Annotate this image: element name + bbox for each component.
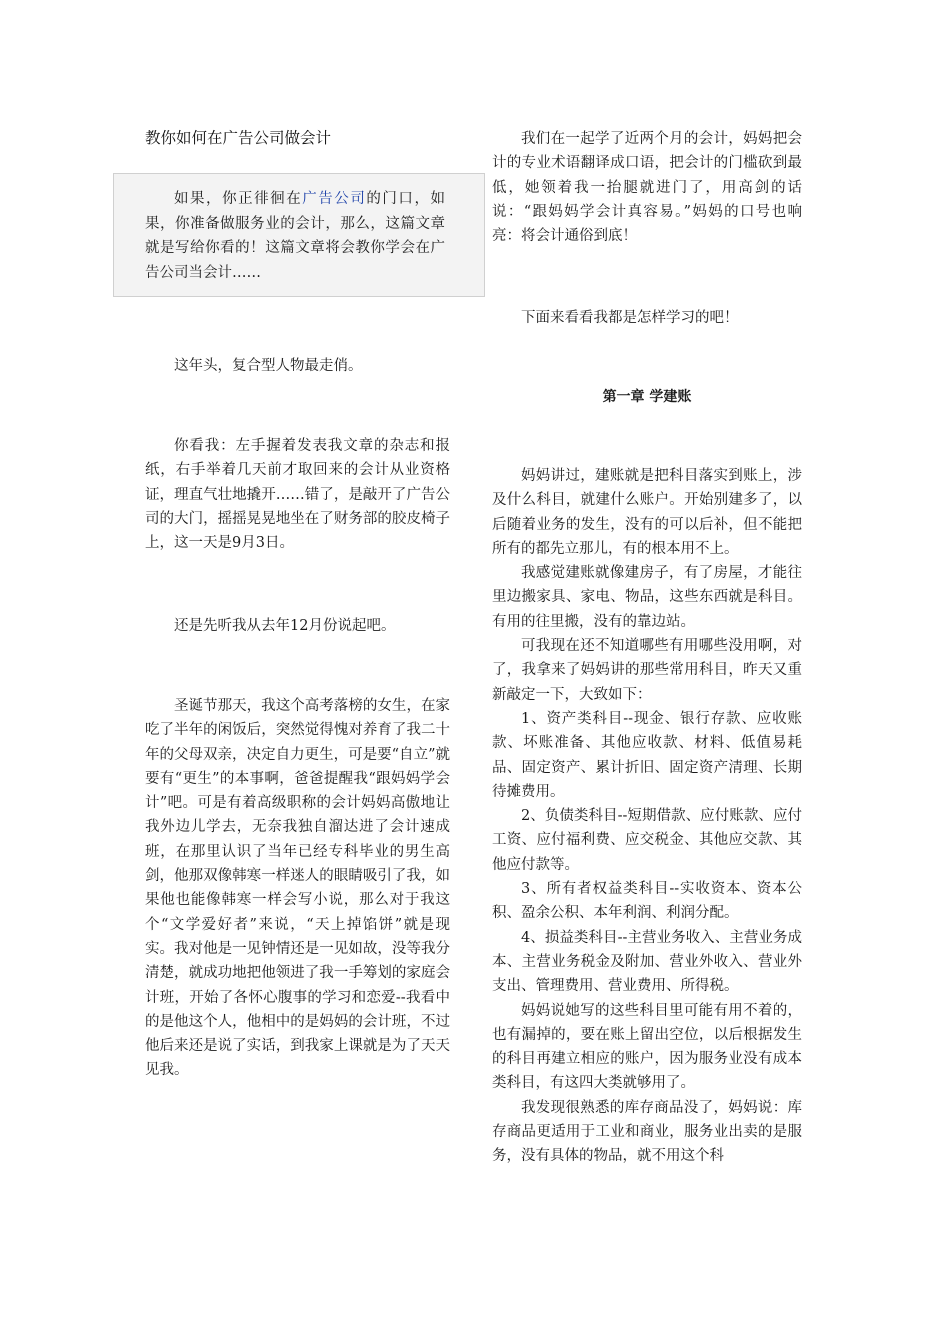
paragraph-text: 妈妈讲过，建账就是把科目落实到账上，涉及什么科目，就建什么账户。开始别建多了，以后随着业务的发生，没有的可以后补，但不能把所有的都先立那儿，有的根本用不上。 (492, 468, 802, 557)
paragraph-text: 这年头，复合型人物最走俏。 (174, 358, 363, 374)
paragraph-text: 你看我：左手握着发表我文章的杂志和报纸，右手举着几天前才取回来的会计从业资格证，理直气壮地撬开……错了，是敲开了广告公司的大门，摇摇晃晃地坐在了财务部的胶皮椅子上，这一天是9月3日。 (145, 438, 450, 552)
intro-text-start: 如果，你正徘徊在 (174, 191, 303, 207)
paragraph-text: 还是先听我从去年12月份说起吧。 (174, 618, 396, 634)
intro-text-end: 的门口，如果，你准备做服务业的会计，那么，这篇文章就是写给你看的！这篇文章将会教你学会在广告公司当会计…… (145, 191, 445, 281)
paragraph-text: 我感觉建账就像建房子，有了房屋，才能往里边搬家具、家电、物品，这些东西就是科目。有用的往里搬，没有的靠边站。 (492, 565, 802, 630)
ad-company-link[interactable]: 广告公司 (302, 191, 367, 207)
chapter-heading-block (492, 385, 802, 409)
chapter-body (492, 464, 802, 1169)
left-paragraph-1 (145, 354, 450, 378)
paragraph-text: 4、损益类科目--主营业务收入、主营业务成本、主营业务税金及附加、营业外收入、营业外支出、管理费用、营业费用、所得税。 (492, 929, 802, 995)
left-paragraph-4 (145, 694, 450, 1083)
right-paragraph-2 (492, 306, 802, 330)
paragraph-text: 我发现很熟悉的库存商品没了，妈妈说：库存商品更适用于工业和商业，服务业出卖的是服务，没有具体的物品，就不用这个科 (492, 1099, 802, 1165)
right-paragraph-1 (492, 127, 802, 248)
left-paragraph-2 (145, 434, 450, 555)
chapter-title: 第一章 学建账 (602, 389, 692, 405)
paragraph-text: 下面来看看我都是怎样学习的吧！ (521, 310, 739, 326)
paragraph-text: 圣诞节那天，我这个高考落榜的女生，在家吃了半年的闲饭后，突然觉得愧对养育了我二十年的父母双亲，决定自力更生，可是要“自立”就要有“更生”的本事啊，爸爸提醒我“跟妈妈学会计”吧。可是有着高级职称的会计妈妈高傲地让我外边儿学去，无奈我独自溜达进了会计速成班，在那里认识了当年已经专科毕业的男生高剑，他那双像韩寒一样迷人的眼睛吸引了我，如果他也能像韩寒一样会写小说，那么对于我这个“文学爱好者”来说，“天上掉馅饼”就是现实。我对他是一见钟情还是一见如故，没等我分清楚，就成功地把他领进了我一手筹划的家庭会计班，开始了各怀心腹事的学习和恋爱--我看中的是他这个人，他相中的是妈妈的会计班，不过他后来还是说了实话，到我家上课就是为了天天见我。 (145, 698, 450, 1079)
paragraph-text: 3、所有者权益类科目--实收资本、资本公积、盈余公积、本年利润、利润分配。 (492, 881, 802, 922)
paragraph-text: 1、资产类科目--现金、银行存款、应收账款、坏账准备、其他应收款、材料、低值易耗品、固定资产、累计折旧、固定资产清理、长期待摊费用。 (492, 710, 802, 800)
paragraph-text: 可我现在还不知道哪些有用哪些没用啊，对了，我拿来了妈妈讲的那些常用科目，昨天又重新敲定一下，大致如下： (492, 638, 802, 703)
intro-summary-box (113, 173, 485, 297)
article-title: 教你如何在广告公司做会计 (145, 129, 332, 147)
paragraph-text: 2、负债类科目--短期借款、应付账款、应付工资、应付福利费、应交税金、其他应交款、其他应付款等。 (492, 808, 802, 873)
left-paragraph-3 (145, 614, 450, 638)
paragraph-text: 我们在一起学了近两个月的会计，妈妈把会计的专业术语翻译成口语，把会计的门槛砍到最低，她领着我一抬腿就进门了，用高剑的话说：“跟妈妈学会计真容易。”妈妈的口号也响亮：将会计通俗到底！ (492, 131, 802, 245)
paragraph-text: 妈妈说她写的这些科目里可能有用不着的，也有漏掉的，要在账上留出空位，以后根据发生的科目再建立相应的账户，因为服务业没有成本类科目，有这四大类就够用了。 (492, 1002, 802, 1092)
intro-text (145, 187, 445, 285)
